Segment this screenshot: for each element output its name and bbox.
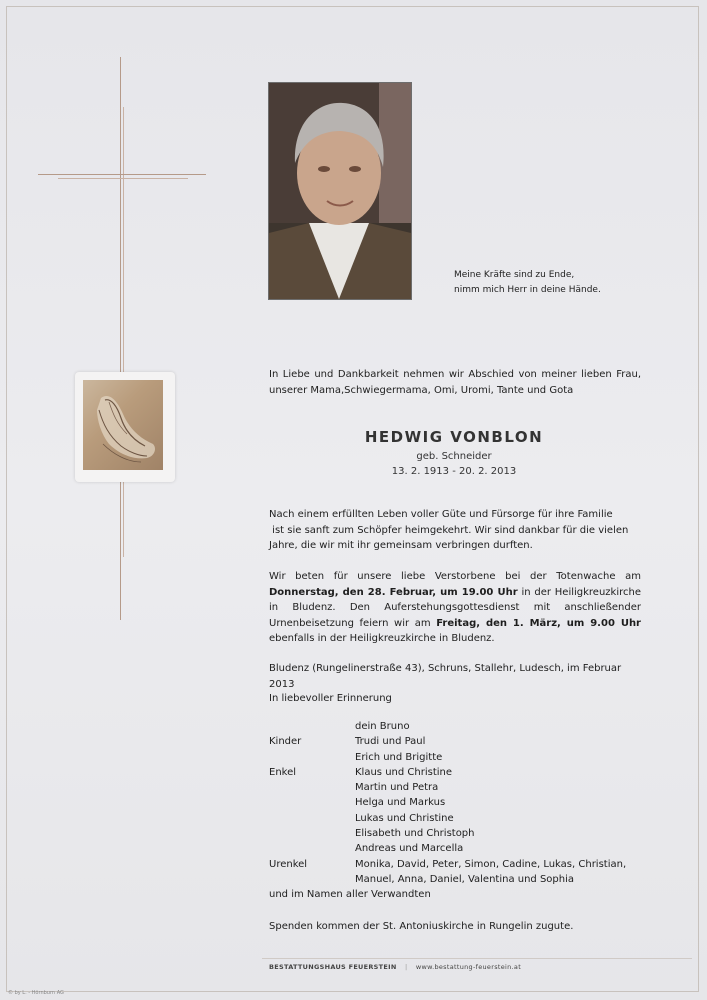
enkel-label: Enkel — [269, 766, 297, 778]
footer — [269, 963, 521, 971]
spouse-row — [269, 719, 649, 734]
portrait-photo — [268, 82, 412, 300]
list-item: Trudi und Paul — [355, 736, 426, 748]
kinder-label: Kinder — [269, 736, 302, 748]
enkel-row — [269, 765, 649, 857]
service-paragraph — [269, 569, 641, 647]
intro-line-2: unserer Mama,Schwiegermama, Omi, Uromi, Tante und Gota — [269, 384, 574, 396]
list-item: Elisabeth und Christoph — [355, 828, 475, 840]
urenkel-row — [269, 857, 649, 888]
service-text-2: in der Heiligkreuzkirche in Bludenz. Den Auferstehungsgottesdienst mit anschließender Urnenbeisetzung feiern wir am — [269, 586, 641, 629]
gratitude-line-1: Nach einem erfüllten Leben voller Güte und Fürsorge für ihre Familie — [269, 509, 613, 520]
funeral-date: Freitag, den 1. März, um 9.00 Uhr — [436, 617, 641, 629]
birth-name: geb. Schneider — [416, 451, 492, 462]
list-item: Helga und Markus — [355, 797, 446, 809]
urenkel-label: Urenkel — [269, 858, 308, 870]
list-item: Manuel, Anna, Daniel, Valentina und Sophia — [355, 873, 575, 885]
service-text-3: ebenfalls in der Heiligkreuzkirche in Bludenz. — [269, 633, 495, 644]
kinder-row — [269, 734, 649, 765]
quote-line-1: Meine Kräfte sind zu Ende, — [454, 270, 575, 280]
funeral-home-url[interactable]: www.bestattung-feuerstein.at — [415, 963, 522, 971]
copyright-notice: © by L. - Hörnburn AG — [8, 990, 64, 996]
list-item: Andreas und Marcella — [355, 843, 464, 855]
praying-hands-image — [83, 380, 163, 470]
service-text-1: Wir beten für unsere liebe Verstorbene bei der Totenwache am — [269, 571, 641, 582]
list-item: Lukas und Christine — [355, 812, 454, 824]
deceased-name: HEDWIG VONBLON — [364, 428, 544, 446]
spouse-name: dein Bruno — [355, 721, 410, 732]
vigil-date: Donnerstag, den 28. Februar, um 19.00 Uhr — [269, 586, 518, 598]
relatives-line: und im Namen aller Verwandten — [269, 889, 431, 901]
list-item: Erich und Brigitte — [355, 751, 443, 763]
remembrance-line: In liebevoller Erinnerung — [269, 693, 392, 704]
cross-vertical-beam — [120, 57, 124, 620]
footer-separator: | — [404, 963, 408, 971]
list-item: Monika, David, Peter, Simon, Cadine, Lukas, Christian, — [355, 858, 627, 870]
survivors-list — [269, 719, 649, 903]
footer-divider — [262, 958, 692, 959]
cross-horizontal-beam — [38, 171, 206, 181]
gratitude-line-2: ist sie sanft zum Schöpfer heimgekehrt. Wir sind dankbar für die vielen — [269, 524, 629, 536]
intro-text — [269, 367, 641, 398]
praying-hands-image-frame — [75, 372, 175, 482]
list-item: Martin und Petra — [355, 782, 439, 794]
gratitude-line-3: Jahre, die wir mit ihr gemeinsam verbringen durften. — [269, 540, 533, 551]
funeral-home-name: BESTATTUNGSHAUS FEUERSTEIN — [269, 963, 397, 971]
place-line: Bludenz (Rungelinerstraße 43), Schruns, Stallehr, Ludesch, im Februar 2013 — [269, 663, 622, 690]
intro-line-1: In Liebe und Dankbarkeit nehmen wir Abschied von meiner lieben Frau, — [269, 369, 641, 380]
list-item: Klaus und Christine — [355, 766, 453, 778]
gratitude-paragraph — [269, 507, 641, 554]
life-dates: 13. 2. 1913 - 20. 2. 2013 — [391, 466, 517, 477]
quote — [454, 268, 654, 298]
donations-line: Spenden kommen der St. Antoniuskirche in Rungelin zugute. — [269, 921, 574, 932]
quote-line-2: nimm mich Herr in deine Hände. — [454, 285, 601, 295]
